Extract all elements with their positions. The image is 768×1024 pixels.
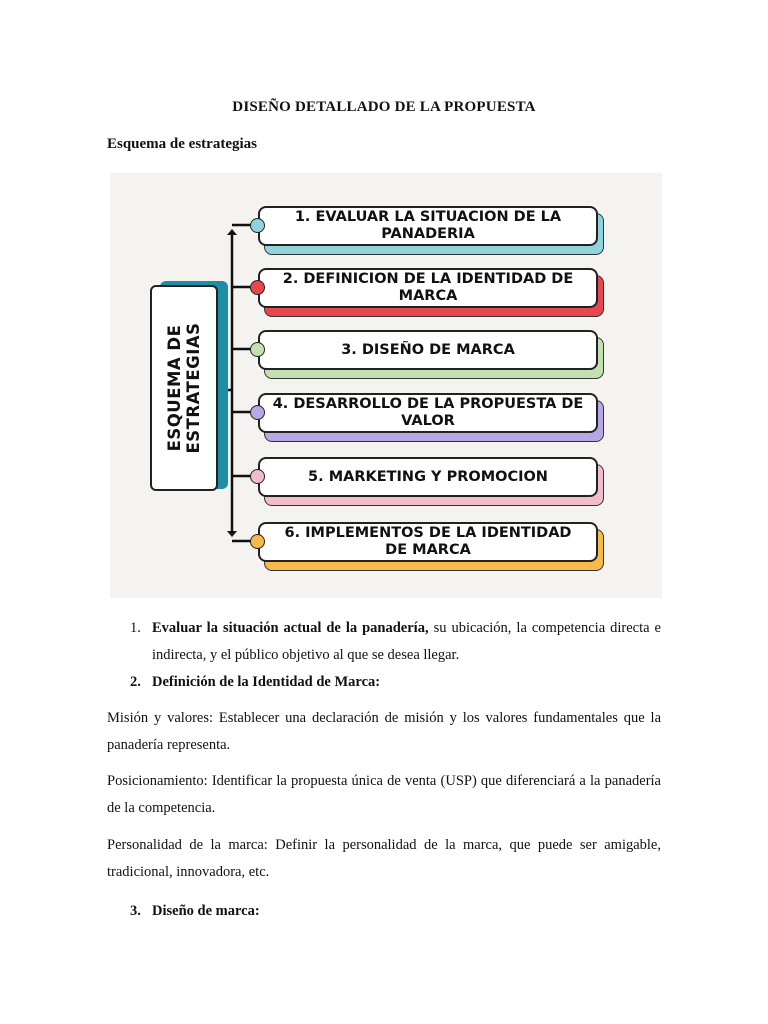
document-title: DISEÑO DETALLADO DE LA PROPUESTA xyxy=(232,99,536,115)
strategy-item-1 xyxy=(258,206,604,246)
list-item-3-bold: Diseño de marca: xyxy=(152,903,260,919)
list-item-2-number: 2. xyxy=(130,674,141,690)
strategy-item-3 xyxy=(258,330,604,370)
item-6-dot xyxy=(250,534,265,549)
side-label-face xyxy=(150,285,218,491)
item-5-dot xyxy=(250,469,265,484)
item-2-dot xyxy=(250,280,265,295)
item-3-label: 3. DISEÑO DE MARCA xyxy=(258,330,598,370)
side-label-text xyxy=(165,288,203,488)
list-item-1-number: 1. xyxy=(130,620,141,636)
item-6-label: 6. IMPLEMENTOS DE LA IDENTIDAD DE MARCA xyxy=(258,522,598,562)
item-3-dot xyxy=(250,342,265,357)
list-item-1-bold: Evaluar la situación actual de la panadería, xyxy=(152,620,429,636)
item-2-label: 2. DEFINICION DE LA IDENTIDAD DE MARCA xyxy=(258,268,598,308)
list-item-3-text xyxy=(152,898,661,925)
strategy-diagram xyxy=(110,173,662,598)
strategy-item-6 xyxy=(258,522,604,562)
list-item-2-bold: Definición de la Identidad de Marca: xyxy=(152,674,381,690)
paragraph-posicionamiento: Posicionamiento: Identificar la propuesta única de venta (USP) que diferenciará a la panadería de la competencia. xyxy=(107,773,661,816)
trunk-top-cap xyxy=(227,229,237,235)
item-1-label: 1. EVALUAR LA SITUACION DE LA PANADERIA xyxy=(258,206,598,246)
list-item-3-number: 3. xyxy=(130,903,141,919)
paragraph-mision: Misión y valores: Establecer una declaración de misión y los valores fundamentales que la panadería representa. xyxy=(107,710,661,753)
diagram-side-label-box xyxy=(150,285,224,493)
paragraph-personalidad: Personalidad de la marca: Definir la personalidad de la marca, que puede ser amigable, tradicional, innovadora, etc. xyxy=(107,837,661,880)
list-item-2-text xyxy=(152,669,661,696)
item-5-label: 5. MARKETING Y PROMOCION xyxy=(258,457,598,497)
section-subtitle: Esquema de estrategias xyxy=(107,136,257,152)
item-4-label: 4. DESARROLLO DE LA PROPUESTA DE VALOR xyxy=(258,393,598,433)
strategy-item-5 xyxy=(258,457,604,497)
side-label-line-1: ESQUEMA DE xyxy=(165,324,184,452)
strategy-item-2 xyxy=(258,268,604,308)
list-item-1-text xyxy=(152,615,661,669)
item-4-dot xyxy=(250,405,265,420)
side-label-line-2: ESTRATEGIAS xyxy=(184,322,203,454)
item-1-dot xyxy=(250,218,265,233)
strategy-item-4 xyxy=(258,393,604,433)
trunk-bottom-cap xyxy=(227,531,237,537)
list-item-1-rest: su ubicación, la competencia directa e indirecta, y el público objetivo al que se desea llegar. xyxy=(152,620,661,663)
